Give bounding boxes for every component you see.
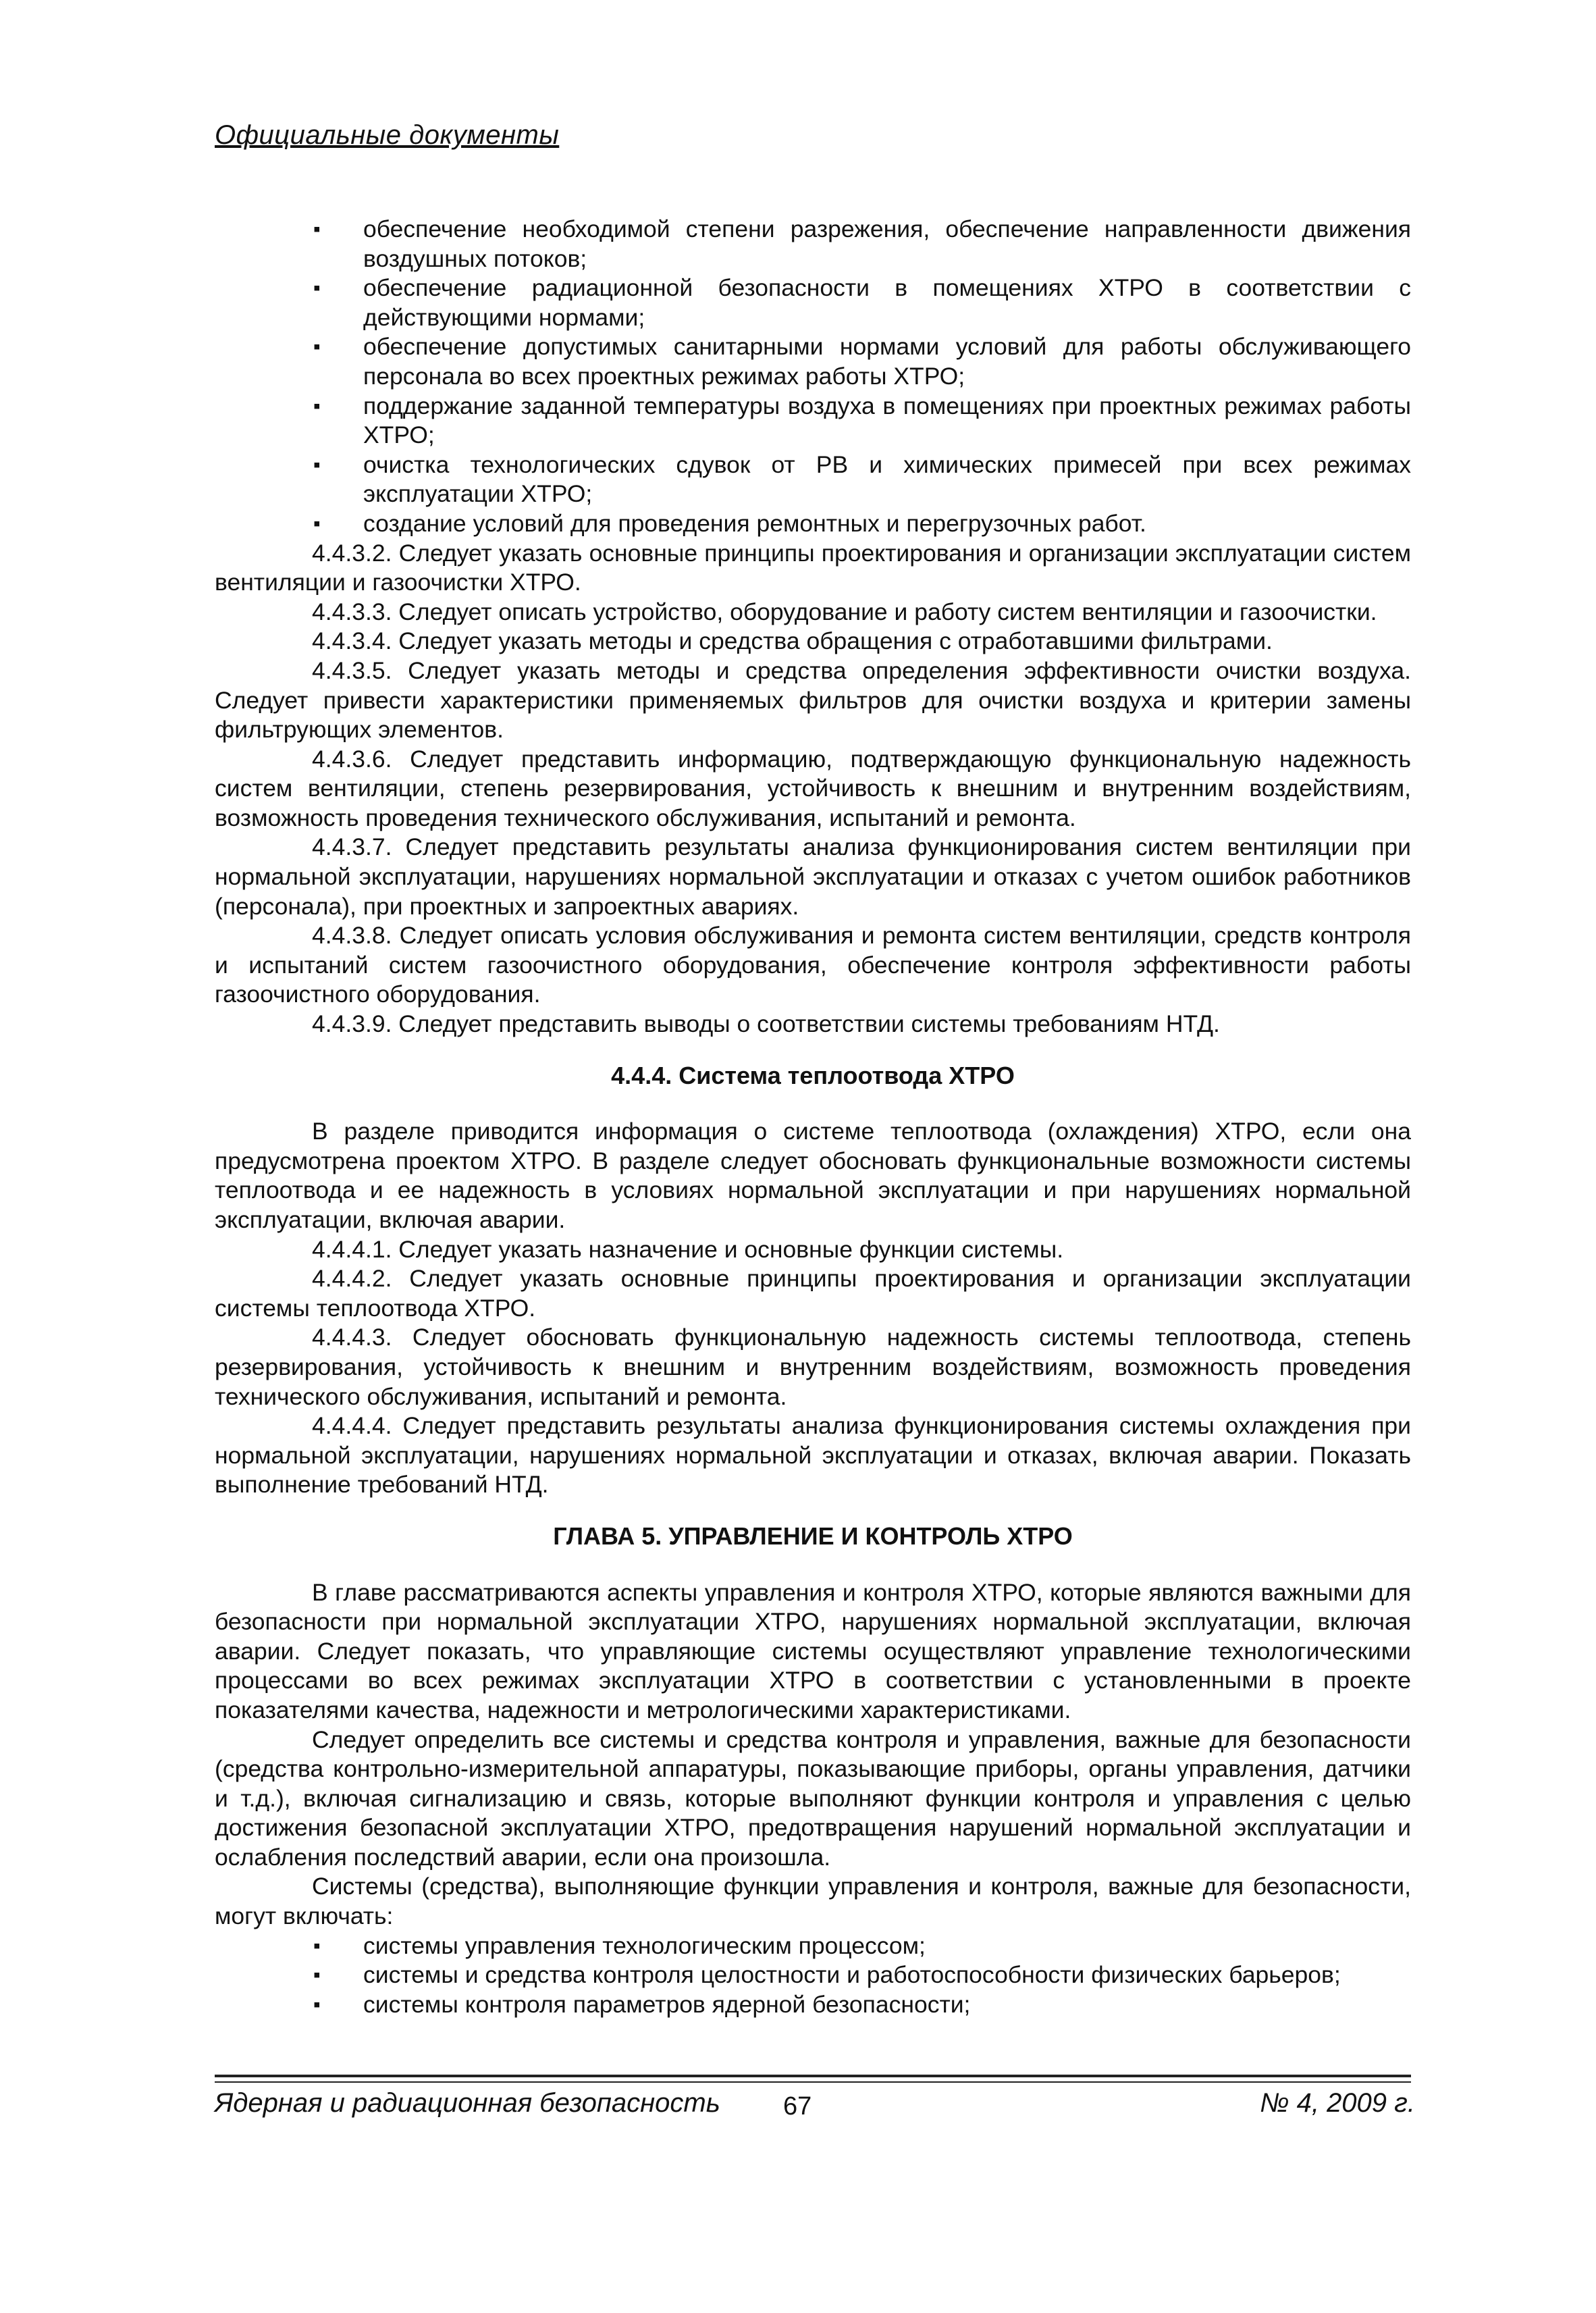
- list-item: ▪ поддержание заданной температуры воздуха в помещениях при проектных режимах работы ХТРО;: [363, 392, 1411, 450]
- paragraph: 4.4.4.2. Следует указать основные принципы проектирования и организации эксплуатации системы теплоотвода ХТРО.: [215, 1265, 1411, 1322]
- paragraph: 4.4.4.3. Следует обосновать функциональную надежность системы теплоотвода, степень резервирования, устойчивость к внешним и внутренним воздействиям, возможность проведения технического обслуживания, испытаний и ремонта.: [215, 1324, 1411, 1410]
- running-head: Официальные документы: [215, 120, 560, 150]
- paragraph: 4.4.4.1. Следует указать назначение и основные функции системы.: [312, 1235, 1064, 1263]
- list-item: ▪ обеспечение необходимой степени разрежения, обеспечение направленности движения воздушных потоков;: [363, 215, 1411, 274]
- bullet-list-top: [215, 215, 1411, 539]
- footer-journal-title: Ядерная и радиационная безопасность: [215, 2088, 720, 2118]
- list-item: ▪ системы управления технологическим процессом;: [363, 1931, 1411, 1961]
- body-text: [215, 215, 1411, 2019]
- footer-rule: [215, 2075, 1411, 2077]
- paragraph: 4.4.3.4. Следует указать методы и средства обращения с отработавшими фильтрами.: [312, 627, 1273, 655]
- list-item: ▪ очистка технологических сдувок от РВ и химических примесей при всех режимах эксплуатации ХТРО;: [363, 450, 1411, 509]
- footer-rule: [215, 2081, 1411, 2083]
- paragraph: Следует определить все системы и средства контроля и управления, важные для безопасности (средства контрольно-измерительной аппаратуры, показывающие приборы, органы управления, датчики и т.д.), включая сигнализацию и связь, которые выполняют функции контроля и управления с целью достижения безопасной эксплуатации ХТРО, предотвращения нарушений нормальной эксплуатации и ослабления последствий аварии, если она произошла.: [215, 1725, 1411, 1871]
- paragraph: 4.4.3.7. Следует представить результаты анализа функционирования систем вентиляции при нормальной эксплуатации, нарушениях нормальной эксплуатации и отказах с учетом ошибок работников (персонала), при проектных и запроектных авариях.: [215, 833, 1411, 920]
- paragraph: Системы (средства), выполняющие функции управления и контроля, важные для безопасности, могут включать:: [215, 1873, 1411, 1930]
- paragraph: 4.4.3.8. Следует описать условия обслуживания и ремонта систем вентиляции, средств контроля и испытаний систем газоочистного оборудования, обеспечение контроля эффективности работы газоочистного оборудования.: [215, 922, 1411, 1008]
- paragraph: 4.4.3.6. Следует представить информацию, подтверждающую функциональную надежность систем вентиляции, степень резервирования, устойчивость к внешним и внутренним воздействиям, возможность проведения технического обслуживания, испытаний и ремонта.: [215, 745, 1411, 831]
- list-item: ▪ обеспечение допустимых санитарными нормами условий для работы обслуживающего персонала во всех проектных режимах работы ХТРО;: [363, 332, 1411, 391]
- footer-issue: № 4, 2009 г.: [1260, 2088, 1415, 2118]
- paragraph: 4.4.3.2. Следует указать основные принципы проектирования и организации эксплуатации систем вентиляции и газоочистки ХТРО.: [215, 539, 1411, 596]
- paragraph: 4.4.4.4. Следует представить результаты анализа функционирования системы охлаждения при нормальной эксплуатации, нарушениях нормальной эксплуатации и отказах, включая аварии. Показать выполнение требований НТД.: [215, 1412, 1411, 1499]
- chapter-heading: ГЛАВА 5. УПРАВЛЕНИЕ И КОНТРОЛЬ ХТРО: [553, 1522, 1073, 1550]
- list-item: ▪ системы и средства контроля целостности и работоспособности физических барьеров;: [363, 1960, 1411, 1990]
- paragraph: В разделе приводится информация о системе теплоотвода (охлаждения) ХТРО, если она предусмотрена проектом ХТРО. В разделе следует обосновать функциональные возможности системы теплоотвода и ее надежность в условиях нормальной эксплуатации и при нарушениях нормальной эксплуатации, включая аварии.: [215, 1118, 1411, 1233]
- bullet-list-chapter5: [215, 1931, 1411, 2020]
- section-heading-444: 4.4.4. Система теплоотвода ХТРО: [611, 1061, 1015, 1089]
- paragraph: В главе рассматриваются аспекты управления и контроля ХТРО, которые являются важными для безопасности при нормальной эксплуатации ХТРО, нарушениях нормальной эксплуатации, включая аварии. Следует показать, что управляющие системы осуществляют управление технологическими процессами во всех режимах эксплуатации ХТРО в соответствии с установленными в проекте показателями качества, надежности и метрологическими характеристиками.: [215, 1578, 1411, 1723]
- list-item: ▪ создание условий для проведения ремонтных и перегрузочных работ.: [363, 509, 1411, 539]
- list-item: ▪ обеспечение радиационной безопасности в помещениях ХТРО в соответствии с действующими нормами;: [363, 274, 1411, 332]
- paragraph: 4.4.3.9. Следует представить выводы о соответствии системы требованиям НТД.: [312, 1010, 1220, 1038]
- list-item: ▪ системы контроля параметров ядерной безопасности;: [363, 1990, 1411, 2020]
- page-number: 67: [783, 2092, 812, 2121]
- paragraph: 4.4.3.3. Следует описать устройство, оборудование и работу систем вентиляции и газоочистки.: [312, 598, 1377, 625]
- paragraph: 4.4.3.5. Следует указать методы и средства определения эффективности очистки воздуха. Следует привести характеристики применяемых фильтров для очистки воздуха и критерии замены фильтрующих элементов.: [215, 656, 1411, 744]
